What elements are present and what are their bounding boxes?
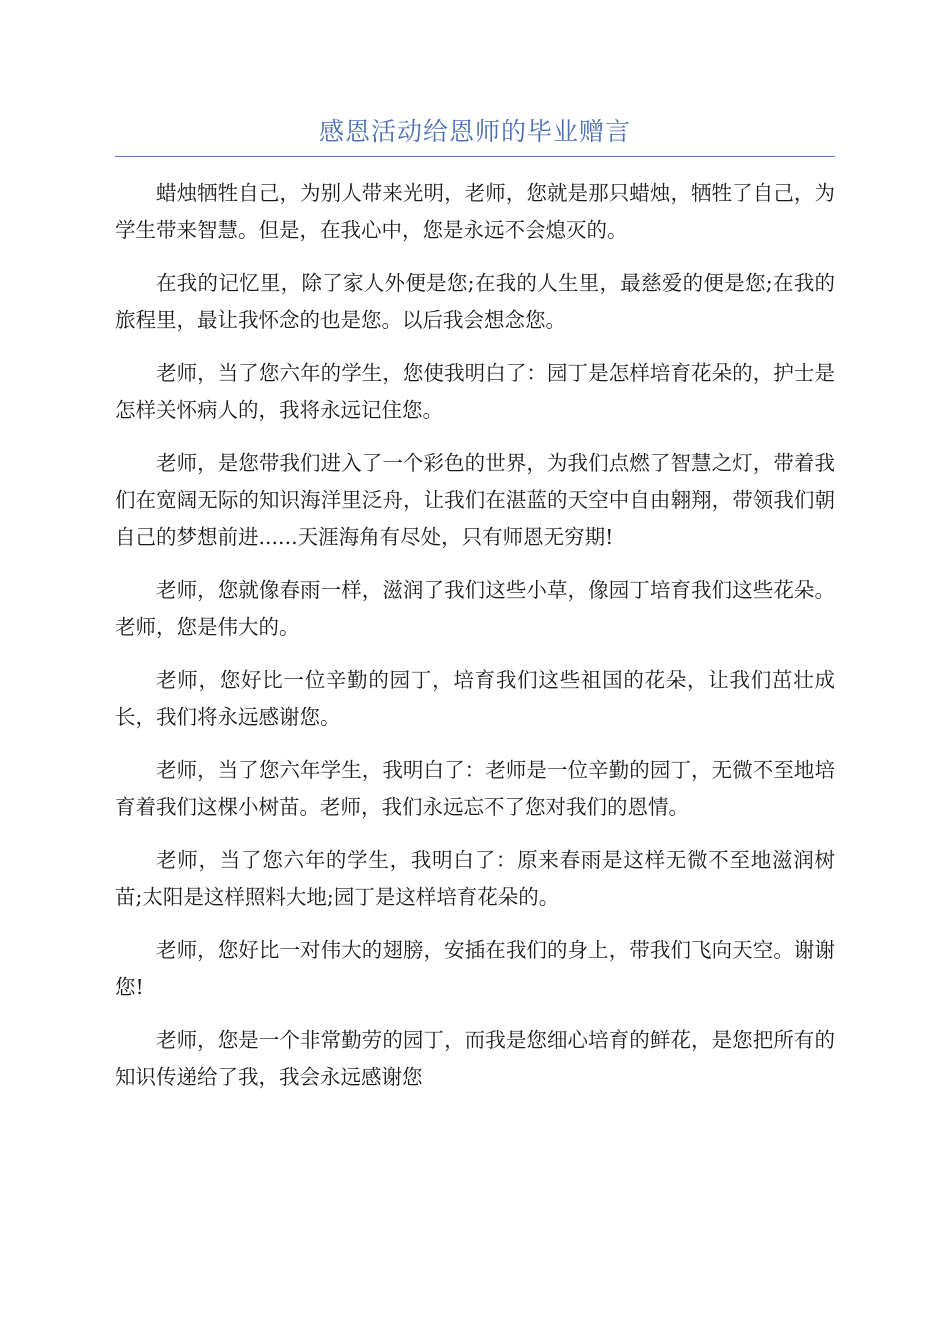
document-title: 感恩活动给恩师的毕业赠言 (318, 117, 631, 146)
paragraph-2: 在我的记忆里，除了家人外便是您;在我的人生里，最慈爱的便是您;在我的旅程里，最让我怀念的也是您。以后我会想念您。 (115, 271, 835, 332)
paragraph-3: 老师，当了您六年的学生，您使我明白了：园丁是怎样培育花朵的，护士是怎样关怀病人的，我将永远记住您。 (115, 361, 835, 422)
paragraph-9: 老师，您好比一对伟大的翅膀，安插在我们的身上，带我们飞向天空。谢谢您! (115, 938, 835, 999)
paragraph-6: 老师，您好比一位辛勤的园丁，培育我们这些祖国的花朵，让我们茁壮成长，我们将永远感谢您。 (115, 668, 835, 729)
title-block (115, 112, 835, 157)
paragraph-8: 老师，当了您六年的学生，我明白了：原来春雨是这样无微不至地滋润树苗;太阳是这样照料大地;园丁是这样培育花朵的。 (115, 848, 835, 909)
paragraph-10: 老师，您是一个非常勤劳的园丁，而我是您细心培育的鲜花，是您把所有的知识传递给了我，我会永远感谢您 (115, 1028, 835, 1089)
paragraph-7: 老师，当了您六年学生，我明白了：老师是一位辛勤的园丁，无微不至地培育着我们这棵小树苗。老师，我们永远忘不了您对我们的恩情。 (115, 758, 835, 819)
paragraph-1: 蜡烛牺牲自己，为别人带来光明，老师，您就是那只蜡烛，牺牲了自己，为学生带来智慧。但是，在我心中，您是永远不会熄灭的。 (115, 181, 835, 242)
document-body (115, 175, 835, 1112)
paragraph-5: 老师，您就像春雨一样，滋润了我们这些小草，像园丁培育我们这些花朵。老师，您是伟大的。 (115, 578, 835, 639)
paragraph-4: 老师，是您带我们进入了一个彩色的世界，为我们点燃了智慧之灯，带着我们在宽阔无际的知识海洋里泛舟，让我们在湛蓝的天空中自由翱翔，带领我们朝自己的梦想前进......天涯海角有尽处，只有师恩无穷期! (115, 451, 835, 549)
